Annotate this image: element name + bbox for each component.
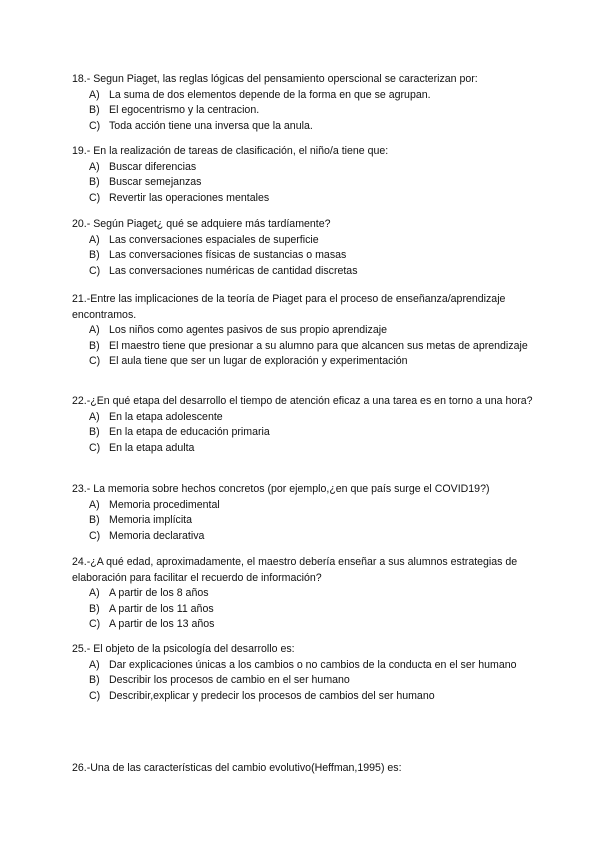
option-letter: C) xyxy=(89,689,101,702)
question-25 xyxy=(72,642,542,704)
option-text: En la etapa adulta xyxy=(109,441,195,454)
question-18 xyxy=(72,72,542,134)
option-b xyxy=(72,425,542,441)
option-c xyxy=(72,529,542,545)
option-c xyxy=(72,354,542,370)
option-a xyxy=(72,160,542,176)
option-a xyxy=(72,658,542,674)
option-letter: C) xyxy=(89,618,101,631)
option-text: Describir,explicar y predecir los procesos de cambios del ser humano xyxy=(109,689,435,702)
option-c xyxy=(72,191,542,207)
question-text: 22.-¿En qué etapa del desarrollo el tiempo de atención eficaz a una tarea es en torno a una hora? xyxy=(72,395,533,407)
question-text: 20.- Según Piaget¿ qué se adquiere más tardíamente? xyxy=(72,218,331,230)
question-text: 25.- El objeto de la psicología del desarrollo es: xyxy=(72,643,295,655)
option-c xyxy=(72,119,542,135)
question-24 xyxy=(72,555,542,633)
option-letter: A) xyxy=(89,658,100,671)
option-text: Los niños como agentes pasivos de sus propio aprendizaje xyxy=(109,324,387,337)
option-text: Buscar semejanzas xyxy=(109,176,202,189)
option-letter: C) xyxy=(89,191,101,204)
option-text: Memoria declarativa xyxy=(109,529,205,542)
option-text: El aula tiene que ser un lugar de exploración y experimentación xyxy=(109,355,408,368)
options-list xyxy=(72,88,542,135)
question-21 xyxy=(72,292,542,370)
question-23 xyxy=(72,482,542,544)
option-text: Toda acción tiene una inversa que la anula. xyxy=(109,119,313,132)
option-letter: C) xyxy=(89,529,101,542)
option-a xyxy=(72,410,542,426)
option-letter: B) xyxy=(89,674,100,687)
option-letter: A) xyxy=(89,233,100,246)
options-list xyxy=(72,410,542,457)
option-b xyxy=(72,339,542,355)
option-c xyxy=(72,264,542,280)
option-letter: B) xyxy=(89,176,100,189)
question-text: 21.-Entre las implicaciones de la teoría de Piaget para el proceso de enseñanza/aprendizaje encontramos. xyxy=(72,293,506,321)
options-list xyxy=(72,658,542,705)
options-list xyxy=(72,323,542,370)
option-letter: B) xyxy=(89,514,100,527)
option-text: A partir de los 8 años xyxy=(109,587,209,600)
question-20 xyxy=(72,217,542,279)
option-letter: B) xyxy=(89,426,100,439)
question-text: 23.- La memoria sobre hechos concretos (por ejemplo,¿en que país surge el COVID19?) xyxy=(72,483,490,495)
option-text: Las conversaciones físicas de sustancias o masas xyxy=(109,249,347,262)
option-a xyxy=(72,586,542,602)
option-letter: C) xyxy=(89,119,101,132)
options-list xyxy=(72,498,542,545)
option-text: El maestro tiene que presionar a su alumno para que alcancen sus metas de aprendizaje xyxy=(109,339,528,352)
question-text: 24.-¿A qué edad, aproximadamente, el maestro debería enseñar a sus alumnos estrategias de elaboración para facilitar el recuerdo de información? xyxy=(72,556,518,584)
option-letter: B) xyxy=(89,104,100,117)
option-text: En la etapa de educación primaria xyxy=(109,426,270,439)
option-b xyxy=(72,175,542,191)
option-letter: C) xyxy=(89,264,101,277)
option-text: Memoria implícita xyxy=(109,514,193,527)
question-22 xyxy=(72,394,542,456)
option-letter: A) xyxy=(89,160,100,173)
option-b xyxy=(72,513,542,529)
option-text: Las conversaciones numéricas de cantidad discretas xyxy=(109,264,358,277)
options-list xyxy=(72,160,542,207)
option-letter: A) xyxy=(89,587,100,600)
option-letter: C) xyxy=(89,441,101,454)
option-b xyxy=(72,248,542,264)
option-letter: B) xyxy=(89,602,100,615)
option-a xyxy=(72,323,542,339)
option-letter: B) xyxy=(89,339,100,352)
question-text: 19.- En la realización de tareas de clasificación, el niño/a tiene que: xyxy=(72,145,389,157)
option-text: Describir los procesos de cambio en el ser humano xyxy=(109,674,350,687)
option-c xyxy=(72,689,542,705)
option-c xyxy=(72,441,542,457)
option-letter: A) xyxy=(89,324,100,337)
question-text: 18.- Segun Piaget, las reglas lógicas del pensamiento operscional se caracterizan por: xyxy=(72,73,478,85)
option-text: Revertir las operaciones mentales xyxy=(109,191,270,204)
option-letter: A) xyxy=(89,410,100,423)
option-letter: C) xyxy=(89,355,101,368)
option-text: La suma de dos elementos depende de la forma en que se agrupan. xyxy=(109,88,431,101)
option-letter: B) xyxy=(89,249,100,262)
option-text: Buscar diferencias xyxy=(109,160,197,173)
option-text: Memoria procedimental xyxy=(109,498,220,511)
option-a xyxy=(72,498,542,514)
options-list xyxy=(72,586,542,633)
option-text: Dar explicaciones únicas a los cambios o no cambios de la conducta en el ser humano xyxy=(109,658,517,671)
option-text: En la etapa adolescente xyxy=(109,410,223,423)
option-text: A partir de los 13 años xyxy=(109,618,215,631)
option-text: Las conversaciones espaciales de superficie xyxy=(109,233,319,246)
option-b xyxy=(72,602,542,618)
question-text: 26.-Una de las características del cambio evolutivo(Heffman,1995) es: xyxy=(72,762,402,774)
option-a xyxy=(72,233,542,249)
options-list xyxy=(72,233,542,280)
question-19 xyxy=(72,144,542,206)
option-b xyxy=(72,673,542,689)
option-letter: A) xyxy=(89,88,100,101)
option-text: El egocentrismo y la centracion. xyxy=(109,104,260,117)
option-letter: A) xyxy=(89,498,100,511)
option-b xyxy=(72,103,542,119)
option-text: A partir de los 11 años xyxy=(109,602,214,615)
question-26 xyxy=(72,761,542,777)
option-c xyxy=(72,617,542,633)
option-a xyxy=(72,88,542,104)
